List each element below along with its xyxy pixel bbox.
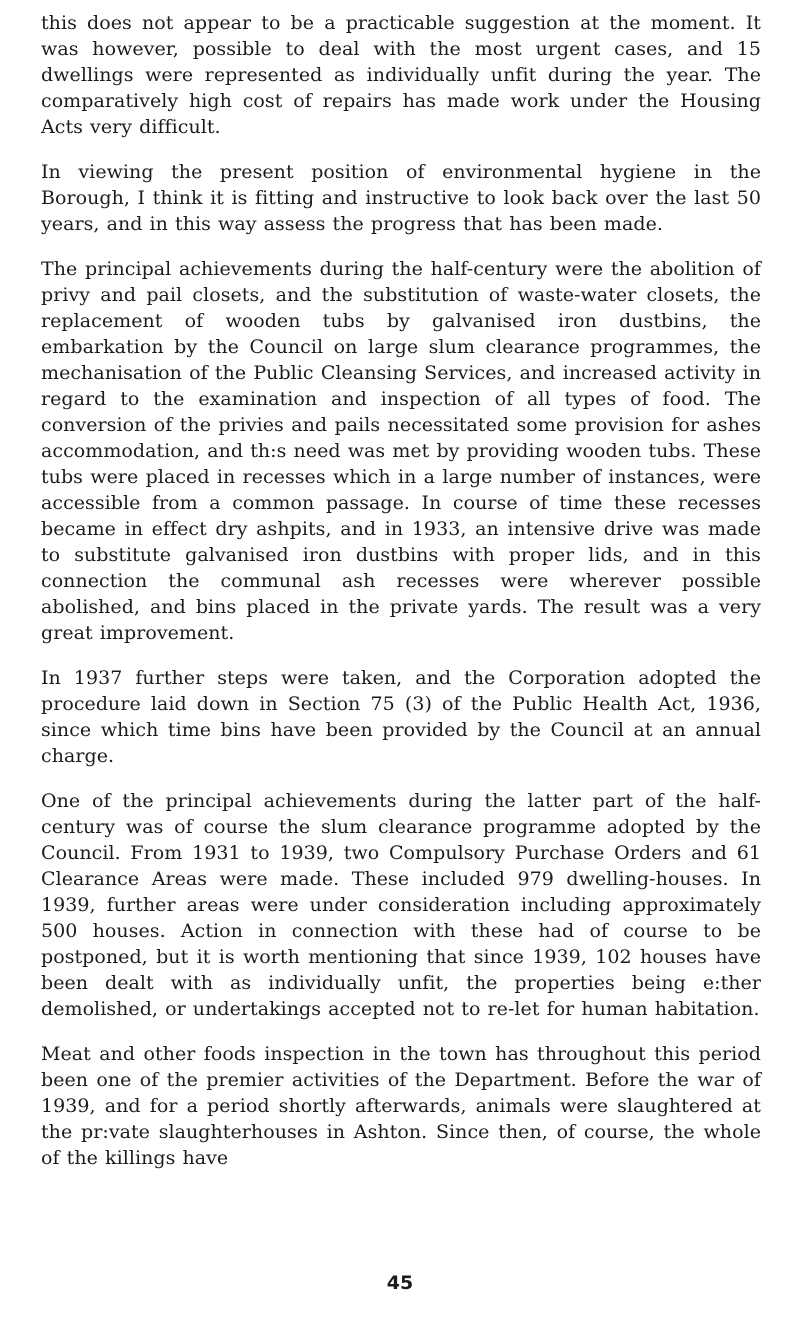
page-number: 45 bbox=[386, 1272, 414, 1294]
paragraph-slum-clearance: One of the principal achievements during the latter part of the half-century was of course the slum clearance programme adopted by the Council. From 1931 to 1939, two Compulsory Purchase Orders and 61 Clearance Areas were made. These included 979 dwelling-houses. In 1939, further areas were under consideration including approximately 500 houses. Action in connection with these had of course to be postponed, but it is worth mentioning that since 1939, 102 houses have been dealt with as individually unfit, the properties being e:ther demolished, or undertakings accepted not to re-let for human habitation. bbox=[41, 790, 761, 1020]
paragraph-housing-repairs: this does not appear to be a practicable suggestion at the moment. It was however, possible to deal with the most urgent cases, and 15 dwellings were represented as individually unfit during the year. The comparatively high cost of repairs has made work under the Housing Acts very difficult. bbox=[41, 12, 761, 138]
document-page bbox=[41, 10, 761, 1190]
paragraph-environmental-hygiene: In viewing the present position of environmental hygiene in the Borough, I think it is fitting and instructive to look back over the last 50 years, and in this way assess the progress that has been made. bbox=[41, 161, 761, 235]
paragraph-principal-achievements: The principal achievements during the half-century were the abolition of privy and pail closets, and the substitution of waste-water closets, the replacement of wooden tubs by galvanised iron dustbins, the embarkation by the Council on large slum clearance programmes, the mechanisation of the Public Cleansing Services, and increased activity in regard to the examination and inspection of all types of food. The conversion of the privies and pails necessitated some provision for ashes accommodation, and th:s need was met by providing wooden tubs. These tubs were placed in recesses which in a large number of instances, were accessible from a common passage. In course of time these recesses became in effect dry ashpits, and in 1933, an intensive drive was made to substitute galvanised iron dustbins with proper lids, and in this connection the communal ash recesses were wherever possible abolished, and bins placed in the private yards. The result was a very great improvement. bbox=[41, 258, 761, 644]
paragraph-meat-inspection: Meat and other foods inspection in the town has throughout this period been one of the premier activities of the Department. Before the war of 1939, and for a period shortly afterwards, animals were slaughtered at the pr:vate slaughterhouses in Ashton. Since then, of course, the whole of the killings have bbox=[41, 1043, 761, 1169]
paragraph-1937-steps: In 1937 further steps were taken, and the Corporation adopted the procedure laid down in Section 75 (3) of the Public Health Act, 1936, since which time bins have been provided by the Council at an annual charge. bbox=[41, 667, 761, 767]
